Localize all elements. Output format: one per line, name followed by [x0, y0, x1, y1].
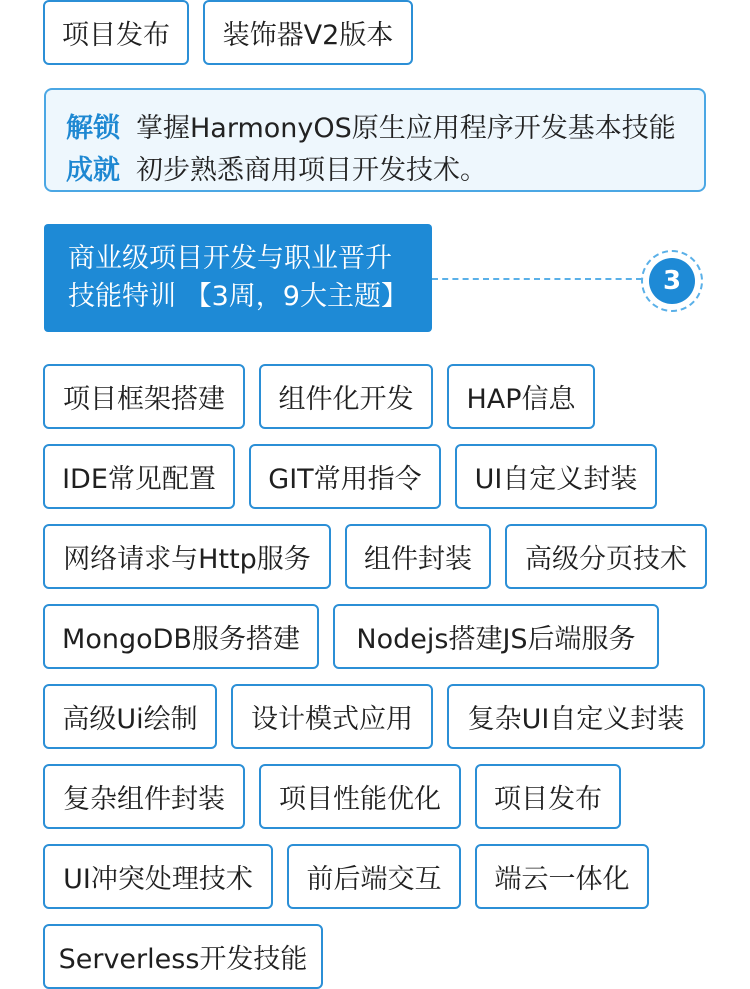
tag-component-wrap[interactable]: 组件封装	[345, 524, 491, 589]
tag-project-release[interactable]: 项目发布	[475, 764, 621, 829]
unlock-label: 解锁	[66, 112, 120, 144]
tag-ide-config[interactable]: IDE常见配置	[43, 444, 235, 509]
tag-serverless[interactable]: Serverless开发技能	[43, 924, 323, 989]
tag-nodejs-backend[interactable]: Nodejs搭建JS后端服务	[333, 604, 659, 669]
tag-frontend-backend[interactable]: 前后端交互	[287, 844, 461, 909]
tag-hap-info[interactable]: HAP信息	[447, 364, 595, 429]
tag-complex-ui-wrap[interactable]: 复杂UI自定义封装	[447, 684, 705, 749]
section-title-banner	[44, 224, 432, 332]
tag-project-framework[interactable]: 项目框架搭建	[43, 364, 245, 429]
tag-network-http[interactable]: 网络请求与Http服务	[43, 524, 331, 589]
tag-device-cloud[interactable]: 端云一体化	[475, 844, 649, 909]
tag-advanced-ui-drawing[interactable]: 高级Ui绘制	[43, 684, 217, 749]
tag-componentization[interactable]: 组件化开发	[259, 364, 433, 429]
tag-ui-custom-wrap[interactable]: UI自定义封装	[455, 444, 657, 509]
section-title-line2: 技能特训 【3周，9大主题】	[68, 281, 408, 312]
step-number: 3	[649, 258, 695, 304]
unlock-achievement-box	[44, 88, 706, 192]
tag-git-commands[interactable]: GIT常用指令	[249, 444, 441, 509]
unlock-row	[66, 104, 704, 146]
section-title-line1: 商业级项目开发与职业晋升	[68, 243, 392, 274]
achievement-text: 初步熟悉商用项目开发技术。	[136, 154, 487, 186]
tag-mongodb-service[interactable]: MongoDB服务搭建	[43, 604, 319, 669]
dashed-connector	[432, 278, 642, 280]
tag-complex-component-wrap[interactable]: 复杂组件封装	[43, 764, 245, 829]
unlock-text: 掌握HarmonyOS原生应用程序开发基本技能	[136, 112, 676, 144]
tag-performance-optimization[interactable]: 项目性能优化	[259, 764, 461, 829]
tag-design-patterns[interactable]: 设计模式应用	[231, 684, 433, 749]
achievement-label: 成就	[66, 154, 120, 186]
tag-decorator-v2[interactable]: 装饰器V2版本	[203, 0, 413, 65]
tag-project-release-top[interactable]: 项目发布	[43, 0, 189, 65]
tag-advanced-paging[interactable]: 高级分页技术	[505, 524, 707, 589]
tag-ui-conflict[interactable]: UI冲突处理技术	[43, 844, 273, 909]
step-badge	[641, 250, 703, 312]
achievement-row	[66, 146, 704, 188]
